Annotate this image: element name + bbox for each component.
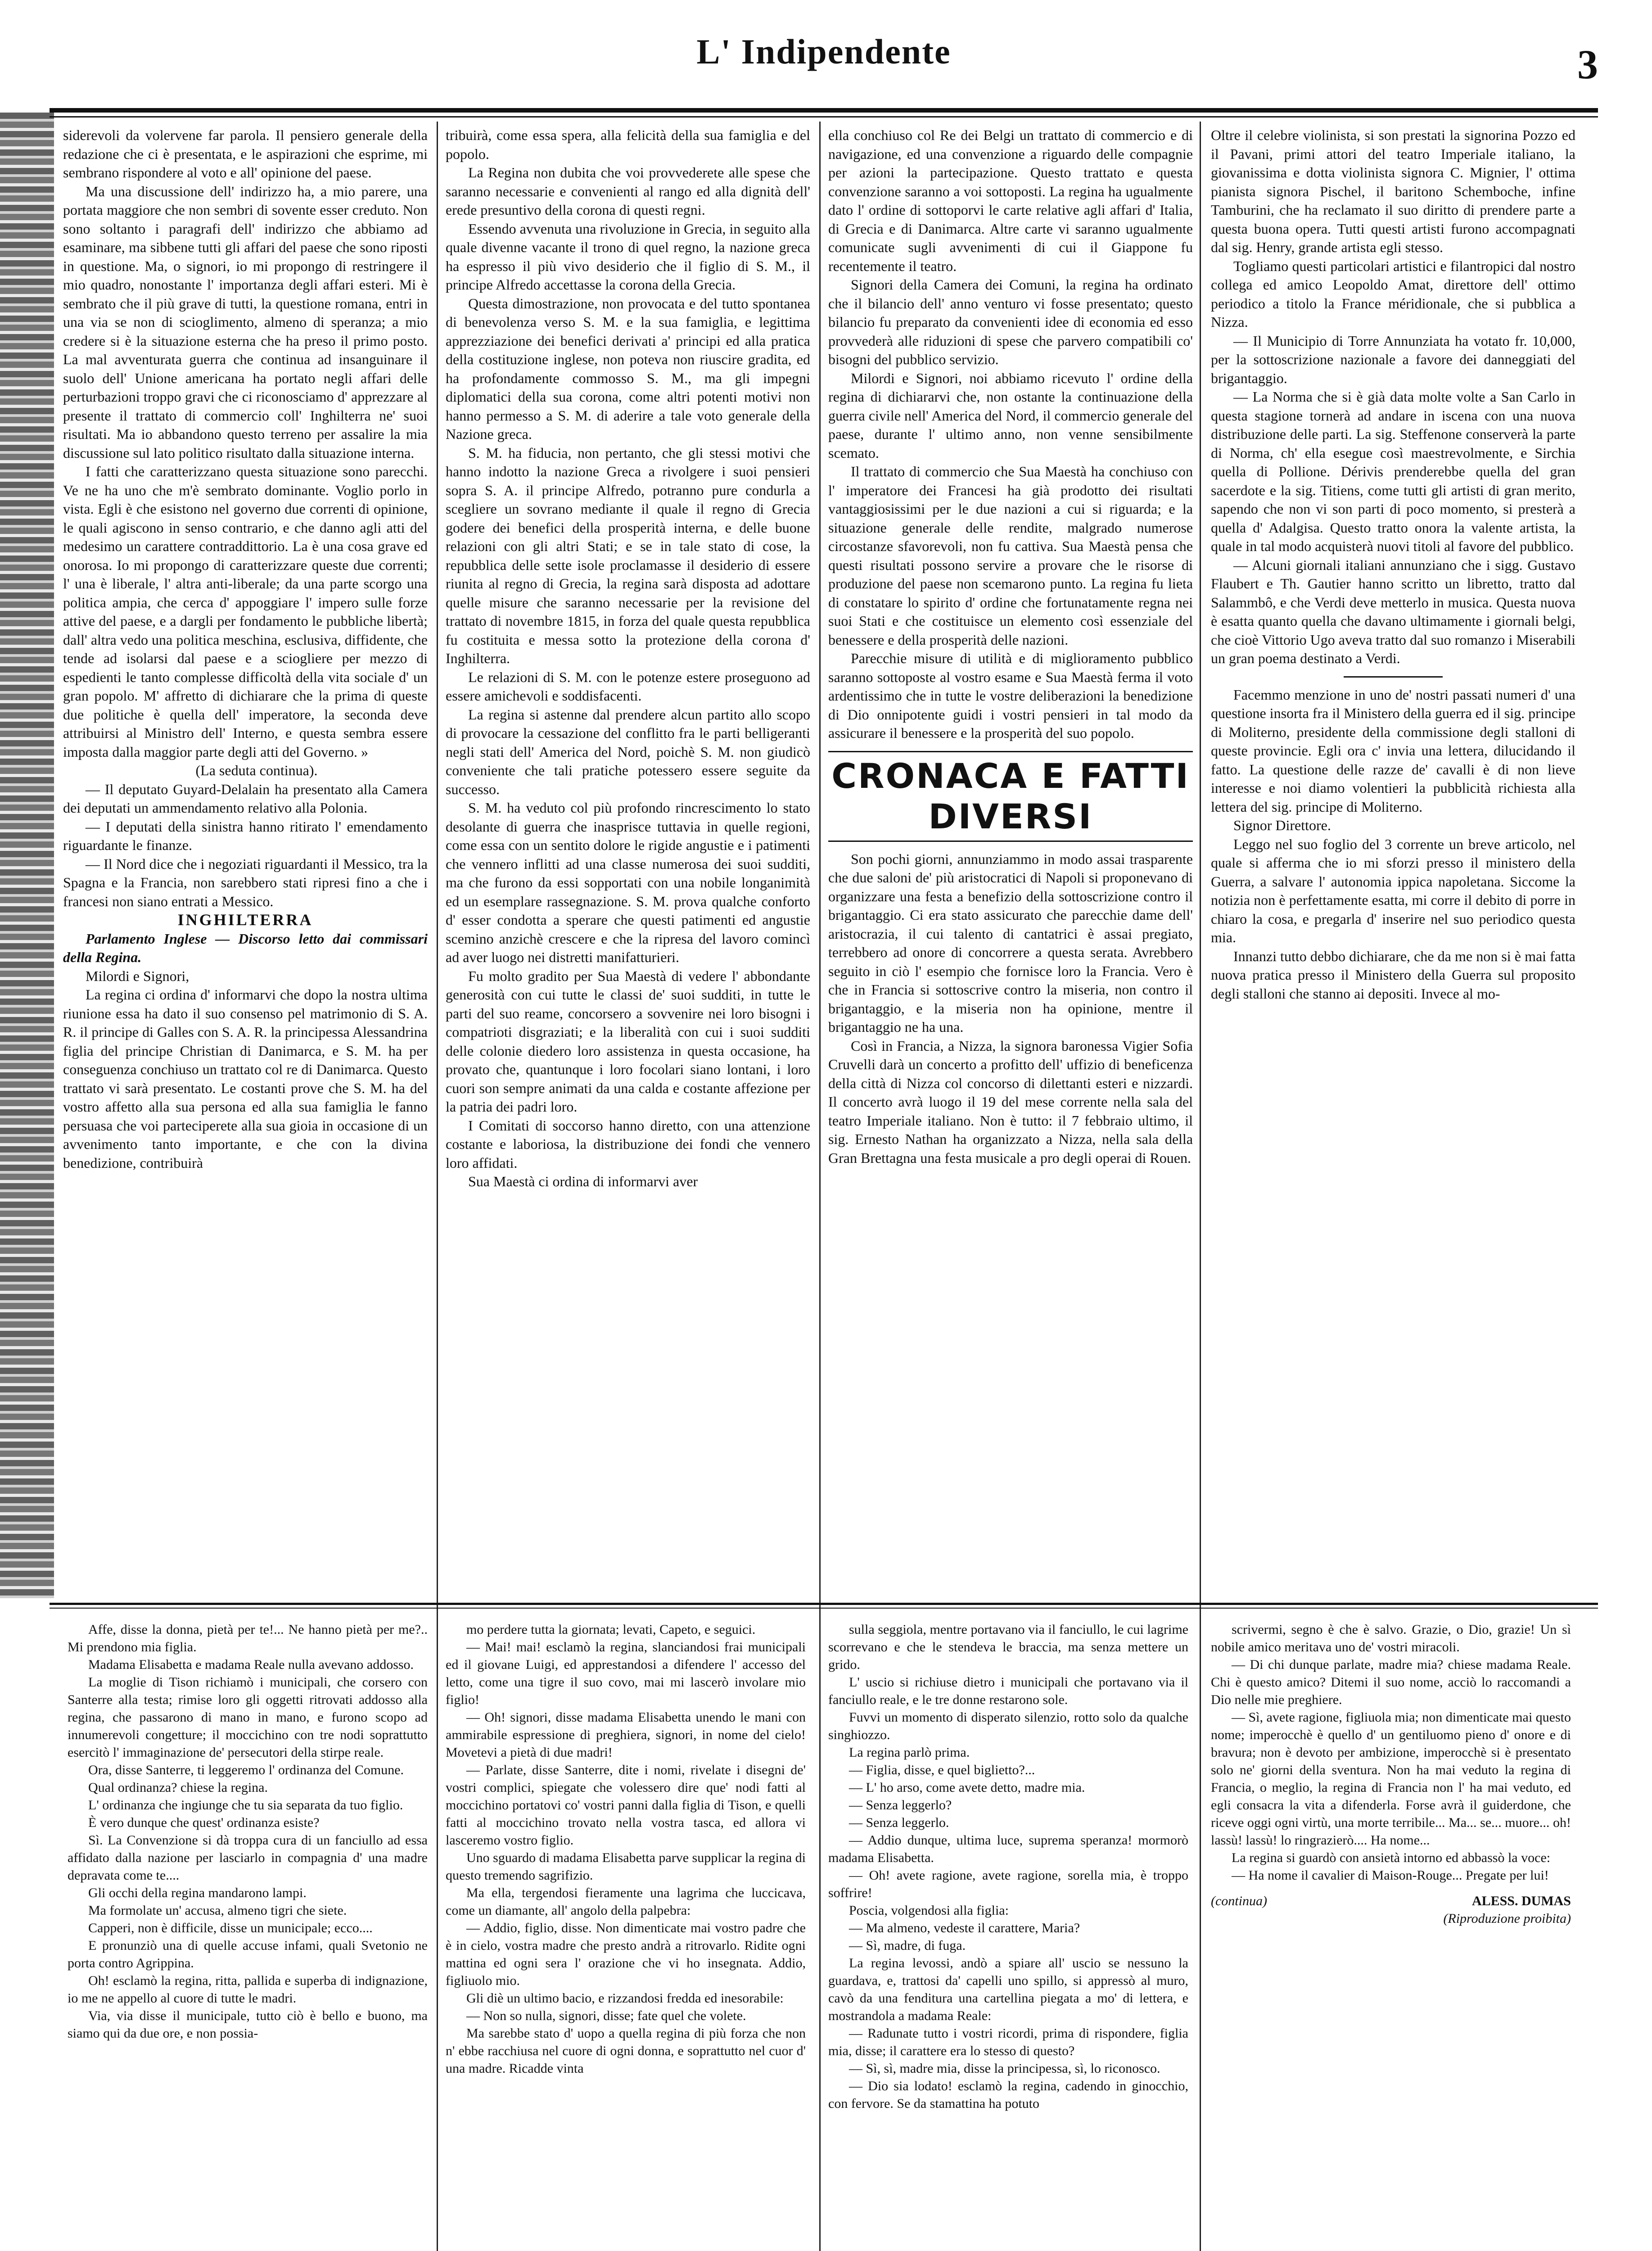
section-title: INGHILTERRA (177, 911, 313, 929)
paragraph: — Sì, avete ragione, figliuola mia; non dimenticate mai questo nome; imperocchè è quello d' un gentiluomo pieno d' onore e di bravura; non è devoto per ambizione, imperocchè si è presentato solo ne' giorni della sventura. Non ha mai veduto la regina di Francia, o meglio, la regina di Francia non l' ha mai veduto, ed egli consacra la vita a difenderla. Forse avrà il guiderdone, che riceve oggi ogni virtù, una morte terribile... Ma... se... muore... oh! lassù! lassù! lo ringrazierò.... Ha nome... (1211, 1710, 1571, 1848)
paragraph: Leggo nel suo foglio del 3 corrente un breve articolo, nel quale si afferma che io mi sforzi presso il ministero della Guerra, a salvare l' autonomia ippica napoletana. Siccome la notizia non è perfettamente esatta, mi corre il debito di porre in chiaro la cosa, e pregarla d' inserire nel suo periodico questa mia. (1211, 836, 1575, 945)
paragraph: La regina parlò prima. (849, 1745, 970, 1760)
feuilleton-column-1 (68, 1621, 428, 2251)
article-column-4 (1211, 126, 1575, 1594)
paragraph: Ma formolate un' accusa, almeno tigri che siete. (88, 1903, 347, 1918)
paragraph: Parecchie misure di utilità e di miglioramento pubblico saranno sottoposte al vostro esame e Sua Maestà ferma il voto ardentissimo che in tutte le vostre deliberazioni la benedizione di Dio onnipotente guidi i vostri pensieri in tal modo da assicurare il benessere e la prosperità del suo popolo. (828, 650, 1193, 741)
paragraph: (La seduta continua). (195, 762, 318, 778)
paragraph: Togliamo questi particolari artistici e filantropici dal nostro collega ed amico Leopoldo Amat, direttore dell' ottimo periodico a titolo la France méridionale, che si pubblica a Nizza. (1211, 258, 1575, 330)
paragraph: La moglie di Tison richiamò i municipali, che corsero con Santerre alla testa; rimise loro gli oggetti ritrovati addosso alla regina, che passarono di mano in mano, e furono scopo ad innumerevoli congetture; il moccichino con tre nodi soprattutto esercitò l' immaginazione de' persecutori della stirpe reale. (68, 1675, 428, 1760)
paragraph: Oltre il celebre violinista, si son prestati la signorina Pozzo ed il Pavani, primi attori del teatro Imperiale italiano, la giovanissima e dotta violinista signora C. Mignier, l' ottima pianista signora Pischel, il baritono Schemboche, infine Tamburini, che ha reclamato il suo diritto di prendere parte a questa buona opera. Tutti questi artisti furono accompagnati dal sig. Henry, grande artista egli stesso. (1211, 127, 1575, 255)
paragraph: — Mai! mai! esclamò la regina, slanciandosi frai municipali ed il giovane Luigi, ed apprestandosi a difendere l' accesso del letto, come una tigre il suo covo, mai mi lascerò involare mio figlio! (446, 1640, 806, 1707)
adjacent-page-edge (0, 113, 54, 1598)
paragraph: Fu molto gradito per Sua Maestà di vedere l' abbondante generosità con cui tutte le classi de' suoi sudditi, in tutte le parti del suo reame, concorsero a sovvenire nei loro bisogni i compatrioti disgraziati; e la liberalità con cui i suoi sudditi delle colonie diedero loro assistenza in questa occasione, ha provato che, quantunque i loro focolari siano lontani, i loro cuori son sempre animati da una calda e costante affezione per la patria dei padri loro. (446, 967, 810, 1115)
paragraph: scrivermi, segno è che è salvo. Grazie, o Dio, grazie! Un sì nobile amico meritava uno de' vostri miracoli. (1211, 1622, 1571, 1654)
article-column-3 (828, 126, 1193, 1594)
paragraph: sulla seggiola, mentre portavano via il fanciullo, le cui lagrime scorrevano e che le stendeva le braccia, ma senza mettere un grido. (828, 1622, 1188, 1672)
paragraph: E pronunziò una di quelle accuse infami, quali Svetonio ne porta contro Agrippina. (68, 1938, 428, 1971)
paragraph: — Il Municipio di Torre Annunziata ha votato fr. 10,000, per la sottoscrizione nazionale a favore dei danneggiati del brigantaggio. (1211, 332, 1575, 386)
column-rule (1200, 122, 1201, 2251)
article-column-2 (446, 126, 810, 1594)
paragraph: siderevoli da volervene far parola. Il pensiero generale della redazione che ci è presentata, e le aspirazioni che esprime, mi sembrano rispondere al voto e all' opinione del paese. (63, 127, 428, 181)
feuilleton-footer (1211, 1892, 1571, 1910)
paragraph: È vero dunque che quest' ordinanza esiste? (88, 1815, 320, 1830)
paragraph: ella conchiuso col Re dei Belgi un trattato di commercio e di navigazione, ed una convenzione a riguardo delle compagnie per azioni la partecipazione. Questo trattato e questa convenzione saranno a voi sottoposti. La regina ha ugualmente dato l' ordine di sottoporvi le carte relative agli affari d' Italia, di Grecia e di Danimarca. Altre carte vi saranno ugualmente comunicate sugli avvenimenti di cui il Giappone fu recentemente il teatro. (828, 127, 1193, 274)
feuilleton-column-4 (1211, 1621, 1571, 2251)
paragraph: La Regina non dubita che voi provvederete alle spese che saranno necessarie e convenienti al rango ed alla dignità dell' erede presuntivo della corona di questi regni. (446, 164, 810, 218)
paragraph: I fatti che caratterizzano questa situazione sono parecchi. Ve ne ha uno che m'è sembrato dominante. Voglio porlo in vista. Egli è che esistono nel governo due correnti di opinione, le quali agiscono in senso contrario, e che danno agli atti del medesimo un carattere contraddittorio. La è una cosa grave ed onorosa. Io mi propongo di caratterizzare queste due correnti; l' una è liberale, l' altra anti-liberale; da una parte scorgo una politica ampia, che cerca d' appoggiare l' impero sulle forze attive del paese, e a dargli per fondamento le pubbliche libertà; dall' altra vedo una politica meschina, esclusiva, diffidente, che tende ad isolarsi dal paese e a sciogliere per mezzo di espedienti le tanto complesse difficoltà della vita sociale d' un gran popolo. M' affretto di dichiarare che la prima di queste due politiche è quella dell' imperatore, la seconda deve attribuirsi al Ministro dell' Interno, e questa sembra essere imposta dalla maggior parte degli atti del Governo. » (63, 463, 428, 760)
feuilleton-column-2 (446, 1621, 806, 2251)
paragraph: La regina si guardò con ansietà intorno ed abbassò la voce: (1232, 1850, 1551, 1865)
paragraph: Essendo avvenuta una rivoluzione in Grecia, in seguito alla quale divenne vacante il trono di quel regno, la nazione greca ha espresso il più vivo desiderio che il figlio di S. M., il principe Alfredo accettasse la corona della Grecia. (446, 220, 810, 293)
paragraph: Ma ella, tergendosi fieramente una lagrima che luccicava, come un diamante, all' angolo della palpebra: (446, 1885, 806, 1918)
paragraph: — Ha nome il cavalier di Maison-Rouge... Pregate per lui! (1232, 1868, 1549, 1883)
paragraph: — Alcuni giornali italiani annunziano che i sigg. Gustavo Flaubert e Th. Gautier hanno scritto un libretto, tratto dal Salammbô, e che Verdi deve metterlo in musica. Questa nuova è esatta quanto quella che davano ultimamente i giornali belgi, che cioè Vittorio Ugo aveva tratto dal suo romanzo i Miserabili un gran poema destinato a Verdi. (1211, 556, 1575, 666)
paragraph: Così in Francia, a Nizza, la signora baronessa Vigier Sofia Cruvelli darà un concerto a profitto dell' uffizio di beneficenza della città di Nizza col concorso di dilettanti esteri e nizzardi. Il concerto avrà luogo il 19 del mese corrente nella sala del teatro Imperiale italiano. Non è tutto: il 7 febbraio ultimo, il sig. Ernesto Nathan ha organizzato a Nizza, nella sala della Gran Brettagna una festa musicale a pro degli operai di Rouen. (828, 1037, 1193, 1166)
paragraph: La regina si astenne dal prendere alcun partito allo scopo di provocare la cessazione del conflitto fra le parti belligeranti negli stati dell' America del Nord, poichè S. M. non giudicò conveniente che tali pratiche potessero essere seguite da successo. (446, 706, 810, 797)
column-rule (819, 122, 821, 2251)
paragraph: — Il deputato Guyard-Delalain ha presentato alla Camera dei deputati un ammendamento relativo alla Polonia. (63, 781, 428, 816)
paragraph: — Dio sia lodato! esclamò la regina, cadendo in ginocchio, con fervore. Se da stamattina ha potuto (828, 2079, 1188, 2111)
paragraph: I Comitati di soccorso hanno diretto, con una attenzione costante e laboriosa, la distribuzione dei fondi che vennero loro affidati. (446, 1117, 810, 1171)
paragraph: tribuirà, come essa spera, alla felicità della sua famiglia e del popolo. (446, 127, 810, 162)
paragraph: — Figlia, disse, e quel biglietto?... (849, 1763, 1035, 1777)
paragraph: Milordi e Signori, noi abbiamo ricevuto l' ordine della regina di dichiararvi che, non ostante la continuazione della guerra civile nell' America del Nord, il commercio generale del paese, durante l' ultimo anno, non venne sensibilmente scemato. (828, 370, 1193, 461)
section-heading: CRONACA E FATTI DIVERSI (828, 751, 1193, 842)
paragraph: Signor Direttore. (1233, 817, 1331, 833)
paragraph: — Il Nord dice che i negoziati riguardanti il Messico, tra la Spagna e la Francia, non sarebbero stati ripresi fino a che i francesi non siano entrati a Messico. (63, 855, 428, 909)
paragraph: Facemmo menzione in uno de' nostri passati numeri d' una questione insorta fra il Ministero della guerra ed il sig. principe di Moliterno, presidente della commissione degli stalloni di queste provincie. Egli ora c' invia una lettera, dilucidando il fatto. La questione delle razze de' cavalli è di non lieve interesse e noi diamo volentieri la pubblicità richiesta alla lettera del sig. principe di Moliterno. (1211, 686, 1575, 815)
paragraph: Ma una discussione dell' indirizzo ha, a mio parere, una portata maggiore che non sembri di sovente esser creduto. Non sono soltanto i paragrafi dell' indirizzo che abbiamo ad esaminare, ma sibbene tutti gli affari del paese che sono riposti in questione. Ma, o signori, io mi propongo di restringere il mio quadro, nonostante l' importanza degli affari esteri. Mi è sembrato che il più grave di tutti, la questione romana, entri in una via se non di scioglimento, almeno di speranza; a mio credere si è la situazione esterna che ha preso il primo posto. La mal avventurata guerra che continua ad insanguinare il suolo dell' Unione americana ha portato negli affari delle perturbazioni troppo gravi che ci riconosciamo d' apprezzare al presente il trattato di commercio coll' Inghilterra ne' suoi risultati. Ma io abbandono questo terreno per assalire la mia discussione sul lato politico risultato dalla situazione interna. (63, 183, 428, 461)
paragraph: Parlamento Inglese — Discorso letto dai commissari della Regina. (63, 930, 428, 965)
paragraph: Son pochi giorni, annunziammo in modo assai trasparente che due saloni de' più aristocratici di Napoli si proponevano di organizzare una festa a benefizio della sottoscrizione contro il brigantaggio. Ci era stato assicurato che parecchie dame dell' aristocrazia, il cui talento di cantatrici è assai pregiato, terrebbero ad onore di concorrere a questa serata. Avrebbero seguito in ciò l' esempio che fornisce loro la Francia. Vero è che in Francia si sottoscrive contro la miseria, non contro il brigantaggio, e la miseria non ha opinione, mentre il brigantaggio ne ha una. (828, 850, 1193, 1035)
paragraph: Madama Elisabetta e madama Reale nulla avevano addosso. (88, 1657, 414, 1672)
feuilleton-rule (50, 1603, 1598, 1609)
paragraph: La regina ci ordina d' informarvi che dopo la nostra ultima riunione essa ha dato il suo consenso pel matrimonio di S. A. R. il principe di Galles con S. A. R. la principessa Alessandrina figlia del principe Christian di Danimarca, e S. M. ha per conseguenza conchiuso un trattato col re di Danimarca. Questo trattato vi sarà presentato. Le costanti prove che S. M. ha del vostro affetto alla sua persona ed alla sua famiglia le fanno persuasa che voi parteciperete alla sua gioia in occasione di un avvenimento tanto importante, e che con la divina benedizione, contribuirà (63, 986, 428, 1171)
paragraph: Signori della Camera dei Comuni, la regina ha ordinato che il bilancio dell' anno venturo vi fosse presentato; questo bilancio fu preparato da convenienti idee di economia ed esso provvederà alle riduzioni di spese che parvero compatibili co' bisogni del pubblico servizio. (828, 276, 1193, 367)
paragraph: — L' ho arso, come avete detto, madre mia. (849, 1780, 1085, 1795)
paragraph: Sì. La Convenzione si dà troppa cura di un fanciullo ad essa affidato dalla nazione per lasciarlo in compagnia d' una madre depravata come te.... (68, 1833, 428, 1883)
header-rule (50, 108, 1598, 118)
paragraph: Affe, disse la donna, pietà per te!... Ne hanno pietà per me?.. Mi prendono mia figlia. (68, 1622, 428, 1654)
paragraph: Qual ordinanza? chiese la regina. (88, 1780, 268, 1795)
paragraph: Ora, disse Santerre, ti leggeremo l' ordinanza del Comune. (88, 1763, 404, 1777)
paragraph: Le relazioni di S. M. con le potenze estere proseguono ad essere amichevoli e soddisfacenti. (446, 669, 810, 704)
paragraph: Capperi, non è difficile, disse un municipale; ecco.... (88, 1921, 373, 1935)
paragraph: — Oh! signori, disse madama Elisabetta unendo le mani con ammirabile espressione di preghiera, signori, in nome del cielo! Movetevi a pietà di due madri! (446, 1710, 806, 1760)
paragraph: — La Norma che si è già data molte volte a San Carlo in questa stagione tornerà ad andare in iscena con una nuova distribuzione delle parti. La sig. Steffenone conserverà la parte di Norma, ch' ella esegue così maestrevolmente, e Sirchia quella di Pollione. Dérivis prenderebbe quella del gran sacerdote e la sig. Titiens, come tutti gli artisti di gran merito, sapendo che non vi son parti di poco momento, si presterà a quella d' Adalgisa. Questo tratto onora la valente artista, la quale in tal modo acquisterà nuovi titoli al favore del pubblico. (1211, 389, 1575, 554)
paragraph: Ma sarebbe stato d' uopo a quella regina di più forza che non n' ebbe racchiusa nel cuore di ogni donna, e soprattutto nel cuor d' una madre. Ricadde vinta (446, 2026, 806, 2076)
paragraph: — Non so nulla, signori, disse; fate quel che volete. (466, 2008, 746, 2023)
paragraph: Questa dimostrazione, non provocata e del tutto spontanea di benevolenza verso S. M. e la sua famiglia, e legittima apprezziazione dei benefici derivati a' principi ed alla pratica della costituzione inglese, non poteva non riuscire gradita, ed ha profondamente commosso S. M., ma gli impegni diplomatici della sua corona, come altri potenti motivi non hanno permesso a S. M. di aderire a tale voto generale della Nazione greca. (446, 295, 810, 442)
paragraph: La regina levossi, andò a spiare all' uscio se nessuno la guardava, e, trattosi da' capelli uno spillo, si appressò al muro, cavò da una fenditura una cartellina piegata a mo' di lettera, e mostrandola a madama Reale: (828, 1956, 1188, 2023)
paragraph: — Sì, madre, di fuga. (849, 1938, 966, 1953)
paragraph: — I deputati della sinistra hanno ritirato l' emendamento riguardante le finanze. (63, 818, 428, 853)
paragraph: — Addio, figlio, disse. Non dimenticate mai vostro padre che è in cielo, vostra madre che presto andrà a ritrovarlo. Ridite ogni mattina ed ogni sera l' orazione che vi ho insegnata. Addio, figliuolo mio. (446, 1921, 806, 1988)
paragraph: — Sì, sì, madre mia, disse la principessa, sì, lo riconosco. (849, 2061, 1160, 2076)
newspaper-title: L' Indipendente (696, 32, 951, 71)
author-signature: ALESS. DUMAS (1471, 1894, 1571, 1908)
paragraph: mo perdere tutta la giornata; levati, Capeto, e seguici. (466, 1622, 756, 1637)
paragraph: Poscia, volgendosi alla figlia: (849, 1903, 1009, 1918)
paragraph: — Oh! avete ragione, avete ragione, sorella mia, è troppo soffrire! (828, 1868, 1188, 1900)
paragraph: Gli occhi della regina mandarono lampi. (88, 1885, 307, 1900)
paragraph: — Senza leggerlo? (849, 1798, 952, 1813)
paragraph: — Parlate, disse Santerre, dite i nomi, rivelate i disegni de' vostri complici, spiegate che volessero dire que' nodi fatti al moccichino portatovi co' vostri panni dalla figlia di Tison, e quelli fatti al moccichino trovato nella vostra tasca, ed allora vi lasceremo vostro figlio. (446, 1763, 806, 1848)
paragraph: Fuvvi un momento di disperato silenzio, rotto solo da qualche singhiozzo. (828, 1710, 1188, 1742)
paragraph: Gli diè un ultimo bacio, e rizzandosi fredda ed inesorabile: (466, 1991, 784, 2006)
paragraph: L' ordinanza che ingiunge che tu sia separata da tuo figlio. (88, 1798, 403, 1813)
article-column-1 (63, 126, 428, 1589)
paragraph: Sua Maestà ci ordina di informarvi aver (468, 1173, 698, 1189)
divider (1344, 676, 1443, 678)
paragraph: Via, via disse il municipale, tutto ciò è bello e buono, ma siamo qui da due ore, e non possia- (68, 2008, 428, 2041)
page-number: 3 (1577, 41, 1598, 87)
paragraph: L' uscio si richiuse dietro i municipali che portavano via il fanciullo reale, e le tre donne restarono sole. (828, 1675, 1188, 1707)
paragraph: Milordi e Signori, (86, 967, 190, 984)
paragraph: — Addio dunque, ultima luce, suprema speranza! mormorò madama Elisabetta. (828, 1833, 1188, 1865)
paragraph: Il trattato di commercio che Sua Maestà ha conchiuso con l' imperatore dei Francesi ha già prodotto dei risultati vantaggiosissimi per le due nazioni a cui si riguarda; e la situazione generale delle rendite, malgrado numerose circostanze sfavorevoli, non fu cattiva. Sua Maestà pensa che questi risultati possono servire a provare che le risorse di produzione del paese non scemarono punto. La regina fu lieta di constatare lo spirito d' ordine che fortunatamente regna nei suoi Stati e che costituisce un elemento così essenziale del benessere e della prosperità delle nazioni. (828, 463, 1193, 648)
reproduction-note: (Riproduzione proibita) (1443, 1911, 1571, 1926)
paragraph: Uno sguardo di madama Elisabetta parve supplicar la regina di questo tremendo sagrifizio. (446, 1850, 806, 1883)
masthead (50, 18, 1598, 113)
column-rule (437, 122, 438, 2251)
paragraph: Oh! esclamò la regina, ritta, pallida e superba di indignazione, io me ne appello al cuore di tutte le madri. (68, 1973, 428, 2006)
paragraph: S. M. ha fiducia, non pertanto, che gli stessi motivi che hanno indotto la nazione Greca a rivolgere i suoi pensieri sopra S. A. il principe Alfredo, potranno pure condurla a scegliere un sovrano mediante il quale il regno di Grecia godere dei benefici della prosperità interna, e delle buone relazioni con gli altri Stati; e se in tale stato di cose, la repubblica delle sette isole proclamasse il desiderio di essere riunita al regno di Grecia, la regina sarà disposta ad adottare quelle misure che saranno necessarie per la revisione del trattato di novembre 1815, in forza del quale questa repubblica fu costituita e messa sotto la protezione della corona d' Inghilterra. (446, 444, 810, 666)
paragraph: — Radunate tutto i vostri ricordi, prima di rispondere, figlia mia, disse; il carattere era lo stesso di questo? (828, 2026, 1188, 2058)
paragraph: S. M. ha veduto col più profondo rincrescimento lo stato desolante di guerra che inasprisce tuttavia in quelle regioni, come essa con un sentito dolore le rigide angustie e i patimenti che vennero inflitti ad una classe numerosa dei suoi sudditi, ma che furono da essi sopportati con una nobile longanimità ed un esemplare rassegnazione. S. M. prova qualche conforto d' esser condotta a sperare che questi patimenti ed angustie scemino anzichè crescere e che la ripresa del lavoro comincì ad aver luogo nei distretti manifatturieri. (446, 800, 810, 965)
paragraph: — Senza leggerlo. (849, 1815, 949, 1830)
paragraph: — Di chi dunque parlate, madre mia? chiese madama Reale. Chi è questo amico? Ditemi il suo nome, acciò lo raccomandi a Dio nelle mie preghiere. (1211, 1657, 1571, 1707)
paragraph: — Ma almeno, vedeste il carattere, Maria? (849, 1921, 1080, 1935)
continua-note: (continua) (1211, 1894, 1267, 1908)
paragraph: Innanzi tutto debbo dichiarare, che da me non si è mai fatta nuova pratica presso il Ministero della Guerra sul proposito degli stalloni che stanno ai depositi. Invece al mo- (1211, 948, 1575, 1002)
feuilleton-column-3 (828, 1621, 1188, 2251)
